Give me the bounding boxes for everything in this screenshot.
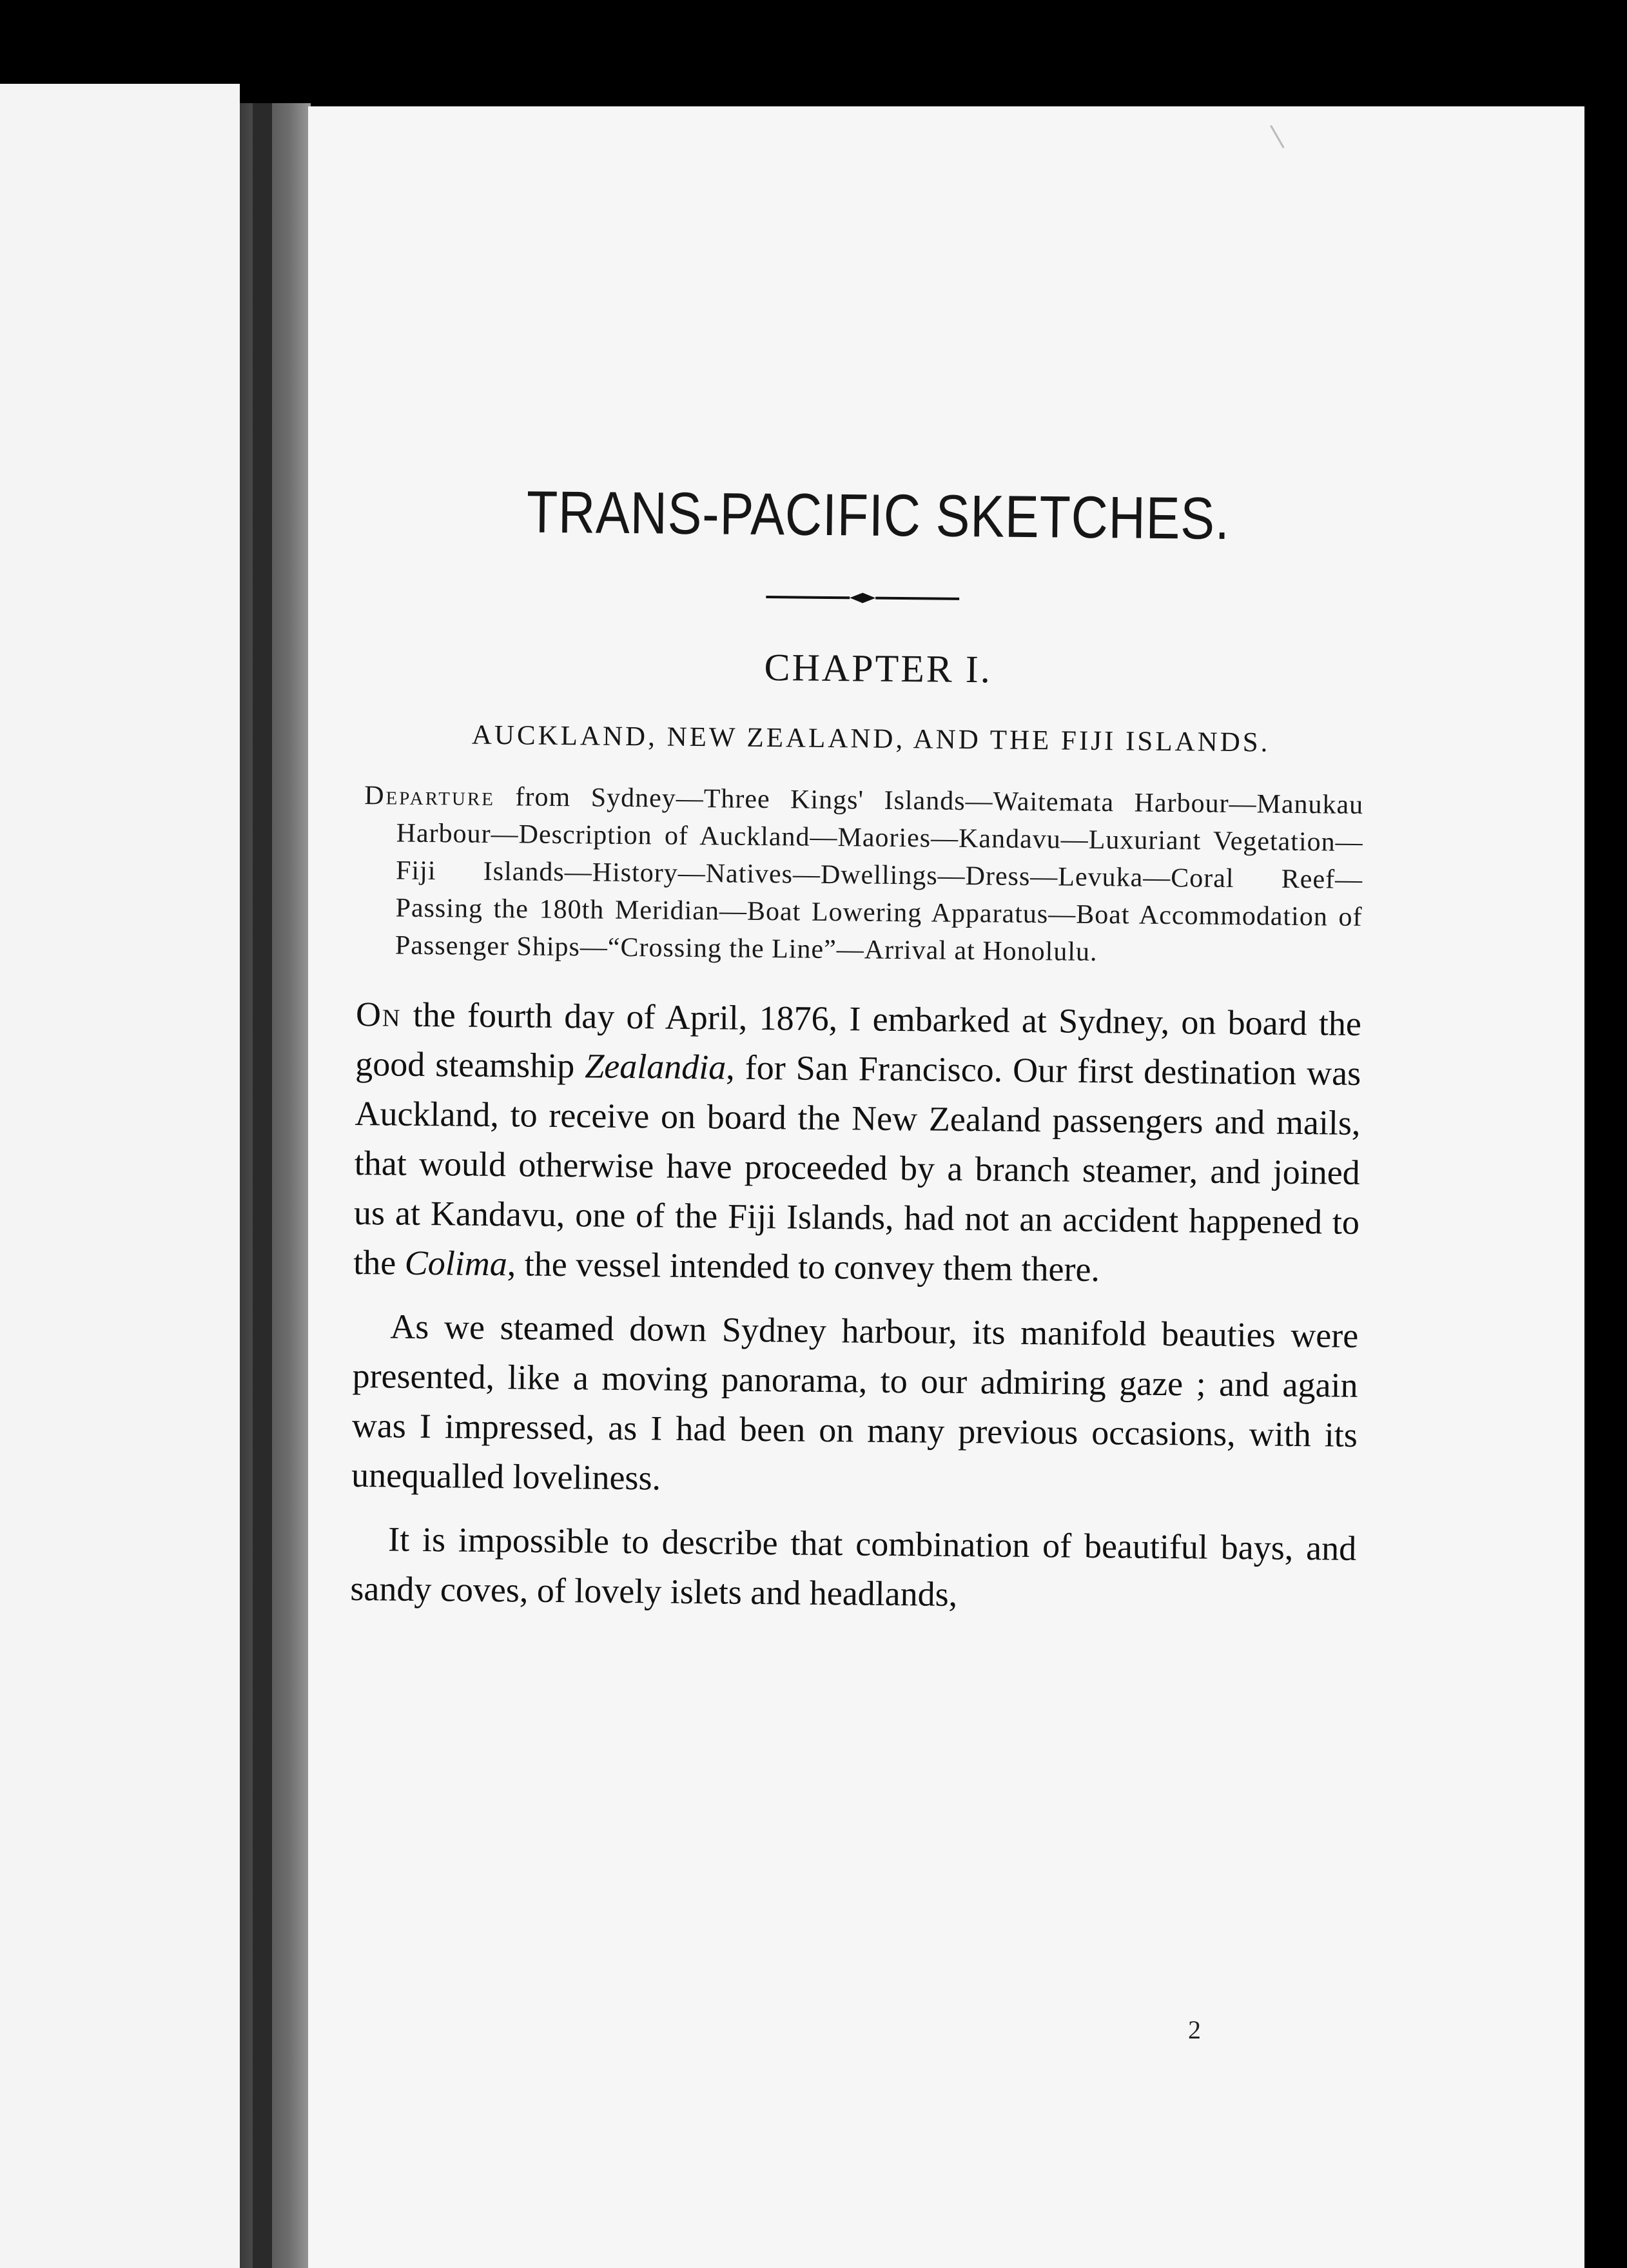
synopsis-text: from Sydney—Three Kings' Islands—Waitemata Harbour—Manukau Harbour—Description of Auckland—Maories—Kandavu—Luxuriant Vegetation—Fiji Islands—History—Natives—Dwellings—Dress—Levuka—Coral Reef—Passing the 180th Meridian—Boat Lowering Apparatus—Boat Accommodation of Passenger Ships—“Crossing the Line”—Arrival at Honolulu. — [395, 782, 1364, 967]
vessel-name: Colima — [404, 1243, 508, 1284]
page-content — [350, 477, 1367, 1623]
chapter-synopsis — [356, 777, 1364, 973]
page-number: 2 — [1188, 2015, 1201, 2044]
synopsis-lead: Departure — [364, 781, 496, 812]
chapter-subtitle: AUCKLAND, NEW ZEALAND, AND THE FIJI ISLANDS. — [471, 719, 1271, 758]
body-paragraph-3: It is impossible to describe that combination of beautiful bays, and sandy coves, of lovely islets and headlands, — [350, 1520, 1357, 1614]
ship-name: Zealandia — [584, 1046, 726, 1087]
paragraph-text: , the vessel intended to convey them there. — [507, 1244, 1100, 1289]
chapter-heading: CHAPTER I. — [764, 646, 993, 691]
body-paragraph-1 — [353, 990, 1361, 1297]
margin-mark — [1270, 116, 1300, 148]
paragraph-text: , for San Francisco. Our first destination was Auckland, to receive on board the New Zealand passengers and mails, that would otherwise have proceeded by a branch steamer, and joined us at Kandavu, one of the Fiji Islands, had not an accident happened to the — [353, 1048, 1361, 1282]
book-page — [308, 106, 1584, 2268]
left-facing-page — [0, 84, 240, 2268]
paragraph-text: the fourth day of April, 1876, I embarked at Sydney, on board the good steamship — [355, 995, 1362, 1086]
book-spine-shadow — [253, 103, 272, 2268]
ornament-divider — [766, 587, 959, 609]
book-title: TRANS-PACIFIC SKETCHES. — [526, 479, 1231, 552]
book-gutter — [240, 103, 311, 2268]
paragraph-lead-word: On — [355, 994, 402, 1034]
body-paragraph-2: As we steamed down Sydney harbour, its manifold beauties were presented, like a moving panorama, to our admiring gaze ; and again was I impressed, as I had been on many previous occasions, with its unequalled loveliness. — [351, 1307, 1359, 1498]
